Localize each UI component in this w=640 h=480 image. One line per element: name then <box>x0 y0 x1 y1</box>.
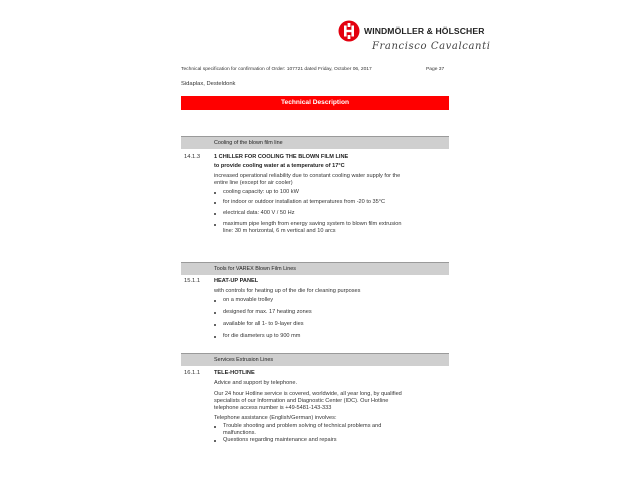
section-heading-cooling <box>181 136 449 149</box>
list-item: for die diameters up to 900 mm <box>223 333 301 339</box>
list-item: cooling capacity: up to 100 kW <box>223 189 299 195</box>
list-item: maximum pipe length from energy saving system to blown film extrusion <box>223 221 402 227</box>
item-number: 16.1.1 <box>184 370 201 376</box>
bullet-icon <box>214 336 216 338</box>
paragraph-line: specialists of our Information and Diagnostic Center (IDC). Our Hotline <box>214 398 389 404</box>
customer-name: Sidaplax, Desteldonk <box>181 81 236 87</box>
technical-description-banner: Technical Description <box>181 96 449 110</box>
list-item: on a movable trolley <box>223 297 274 303</box>
paragraph-line: telephone access number is +49-5481-143-333 <box>214 405 332 411</box>
list-item-continuation: malfunctions. <box>223 430 256 436</box>
item-subtitle: to provide cooling water at a temperature of 17°C <box>214 163 345 169</box>
list-item: Trouble shooting and problem solving of technical problems and <box>223 423 382 429</box>
item-title: 1 CHILLER FOR COOLING THE BLOWN FILM LINE <box>214 154 349 160</box>
item-title: TELE-HOTLINE <box>214 370 255 376</box>
paragraph-line: Our 24 hour Hotline service is covered, worldwide, all year long, by qualified <box>214 391 402 397</box>
handwritten-signature: Francisco Cavalcanti <box>372 41 491 52</box>
section-heading-text: Cooling of the blown film line <box>214 140 283 146</box>
windmoeller-hoelscher-logo-icon <box>338 20 360 42</box>
bullet-icon <box>214 300 216 302</box>
item-description: entire line (except for air cooler) <box>214 180 293 186</box>
page-number: Page 37 <box>426 67 445 72</box>
item-description: increased operational reliability due to constant cooling water supply for the <box>214 173 401 179</box>
bullet-icon <box>214 213 216 215</box>
bullet-icon <box>214 426 216 428</box>
list-item: designed for max. 17 heating zones <box>223 309 312 315</box>
list-item: electrical data: 400 V / 50 Hz <box>223 210 295 216</box>
section-heading-services <box>181 353 449 366</box>
item-number: 15.1.1 <box>184 278 201 284</box>
bullet-icon <box>214 324 216 326</box>
list-item-continuation: line: 30 m horizontal, 6 m vertical and 10 arcs <box>223 228 336 234</box>
item-description: with controls for heating up of the die for cleaning purposes <box>214 288 361 294</box>
item-number: 14.1.3 <box>184 154 201 160</box>
bullet-icon <box>214 312 216 314</box>
item-title: HEAT-UP PANEL <box>214 278 259 284</box>
section-heading-text: Tools for VAREX Blown Film Lines <box>214 266 296 272</box>
spec-line: Technical specification for confirmation of Order: 107721 dated Friday, October 06, 2017 <box>181 67 372 72</box>
bullet-icon <box>214 202 216 204</box>
section-heading-text: Services Extrusion Lines <box>214 357 274 363</box>
bullet-icon <box>214 440 216 442</box>
section-heading-tools <box>181 262 449 275</box>
paragraph-line: Telephone assistance (English/German) involves: <box>214 415 337 421</box>
list-item: available for all 1- to 9-layer dies <box>223 321 304 327</box>
bullet-icon <box>214 192 216 194</box>
list-item: Questions regarding maintenance and repairs <box>223 437 337 443</box>
brand-name: WINDMÖLLER & HÖLSCHER <box>364 26 485 36</box>
bullet-icon <box>214 224 216 226</box>
item-description: Advice and support by telephone. <box>214 380 298 386</box>
list-item: for indoor or outdoor installation at temperatures from -20 to 35°C <box>223 199 386 205</box>
